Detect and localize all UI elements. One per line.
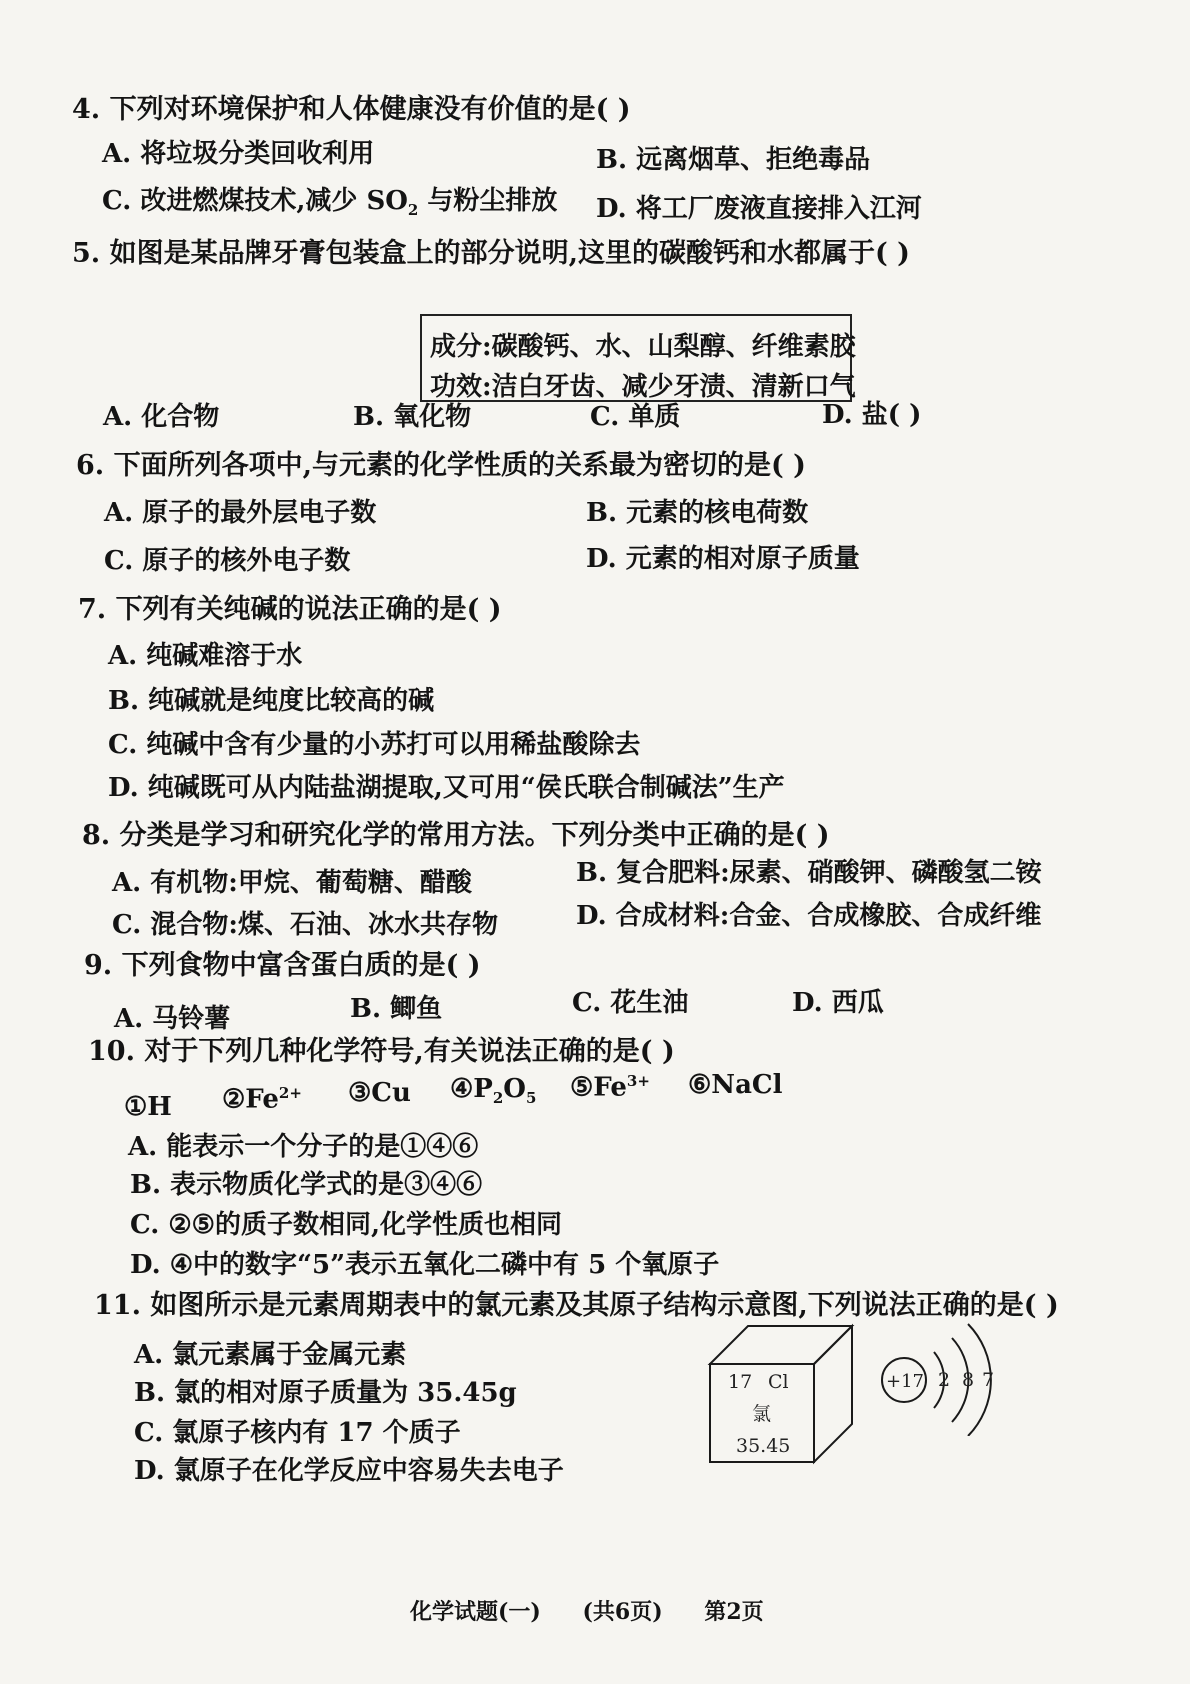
q6-option-d: D. 元素的相对原子质量 — [586, 544, 860, 574]
q6-option-b: B. 元素的核电荷数 — [586, 498, 809, 528]
total-pages: (共6页) — [582, 1599, 663, 1625]
q4-option-c: C. 改进燃煤技术,减少 $SO_2$ 与粉尘排放 — [102, 186, 558, 220]
cell-side-face — [814, 1326, 852, 1462]
nucleus-charge: +17 — [886, 1371, 924, 1392]
q11-stem: 11. 如图所示是元素周期表中的氯元素及其原子结构示意图,下列说法正确的是( ) — [94, 1290, 1059, 1321]
q11-option-d: D. 氯原子在化学反应中容易失去电子 — [134, 1456, 564, 1486]
q10-option-b: B. 表示物质化学式的是③④⑥ — [130, 1170, 483, 1200]
q10-option-a: A. 能表示一个分子的是①④⑥ — [128, 1132, 479, 1162]
symbol-4: $④P_2O_5$ — [450, 1074, 537, 1108]
atomic-number: 17 — [728, 1371, 753, 1393]
q8-option-c: C. 混合物:煤、石油、冰水共存物 — [112, 910, 498, 940]
q4-option-b: B. 远离烟草、拒绝毒品 — [596, 145, 871, 175]
q4-stem: 4. 下列对环境保护和人体健康没有价值的是( ) — [72, 94, 631, 125]
q9-option-c: C. 花生油 — [572, 988, 689, 1018]
symbol-2: $②Fe^{2+}$ — [222, 1084, 302, 1115]
q11-option-c: C. 氯原子核内有 17 个质子 — [134, 1418, 461, 1448]
q7-option-b: B. 纯碱就是纯度比较高的碱 — [108, 686, 435, 716]
element-symbol: Cl — [768, 1371, 789, 1393]
symbol-6: ⑥NaCl — [688, 1070, 783, 1100]
symbol-5: $⑤Fe^{3+}$ — [570, 1072, 650, 1103]
q11-option-b: B. 氯的相对原子质量为 35.45g — [134, 1378, 517, 1408]
q4-option-a: A. 将垃圾分类回收利用 — [102, 139, 375, 169]
q9-option-b: B. 鲫鱼 — [350, 994, 443, 1024]
q9-option-d: D. 西瓜 — [792, 988, 884, 1018]
q5-option-d: D. 盐( ) — [822, 400, 922, 430]
shell-electrons-2: 8 — [962, 1369, 975, 1391]
q6-option-a: A. 原子的最外层电子数 — [104, 498, 377, 528]
q11-option-a: A. 氯元素属于金属元素 — [134, 1340, 407, 1370]
symbol-3: ③Cu — [348, 1078, 411, 1108]
q10-stem: 10. 对于下列几种化学符号,有关说法正确的是( ) — [88, 1036, 675, 1067]
q9-option-a: A. 马铃薯 — [114, 1004, 231, 1034]
q5-option-a: A. 化合物 — [103, 402, 220, 432]
q8-option-a: A. 有机物:甲烷、葡萄糖、醋酸 — [112, 868, 472, 898]
q6-option-c: C. 原子的核外电子数 — [104, 546, 351, 576]
q6-stem: 6. 下面所列各项中,与元素的化学性质的关系最为密切的是( ) — [76, 450, 806, 481]
page-number: 第2页 — [704, 1599, 764, 1625]
cell-top-face — [710, 1326, 852, 1364]
q8-option-b: B. 复合肥料:尿素、硝酸钾、磷酸氢二铵 — [576, 858, 1042, 888]
element-name: 氯 — [752, 1403, 772, 1425]
periodic-table-cell — [700, 1320, 860, 1470]
shell-electrons-3: 7 — [982, 1369, 995, 1391]
q7-stem: 7. 下列有关纯碱的说法正确的是( ) — [78, 594, 502, 625]
q5-stem: 5. 如图是某品牌牙膏包装盒上的部分说明,这里的碳酸钙和水都属于( ) — [72, 238, 910, 269]
toothpaste-label-box — [420, 314, 856, 402]
q10-option-c: C. ②⑤的质子数相同,化学性质也相同 — [130, 1210, 563, 1240]
q7-option-a: A. 纯碱难溶于水 — [108, 641, 303, 671]
q5-option-c: C. 单质 — [590, 402, 681, 432]
ingredients-line: 成分:碳酸钙、水、山梨醇、纤维素胶 — [430, 332, 856, 362]
q8-stem: 8. 分类是学习和研究化学的常用方法。下列分类中正确的是( ) — [82, 820, 830, 851]
symbol-1: ①H — [124, 1092, 172, 1122]
chlorine-atom-structure-diagram — [872, 1316, 1032, 1436]
q5-option-b: B. 氧化物 — [353, 402, 472, 432]
q4-option-d: D. 将工厂废液直接排入江河 — [596, 194, 922, 224]
atomic-mass: 35.45 — [736, 1435, 791, 1457]
q7-option-c: C. 纯碱中含有少量的小苏打可以用稀盐酸除去 — [108, 730, 641, 760]
q8-option-d: D. 合成材料:合金、合成橡胶、合成纤维 — [576, 901, 1042, 931]
q10-option-d: D. ④中的数字“5”表示五氧化二磷中有 5 个氧原子 — [130, 1250, 720, 1280]
exam-title: 化学试题(一) — [410, 1599, 541, 1625]
page-footer — [410, 1595, 798, 1626]
q7-option-d: D. 纯碱既可从内陆盐湖提取,又可用“侯氏联合制碱法”生产 — [108, 773, 785, 803]
q9-stem: 9. 下列食物中富含蛋白质的是( ) — [84, 950, 481, 981]
shell-electrons-1: 2 — [938, 1369, 951, 1391]
effects-line: 功效:洁白牙齿、减少牙渍、清新口气 — [430, 372, 856, 402]
